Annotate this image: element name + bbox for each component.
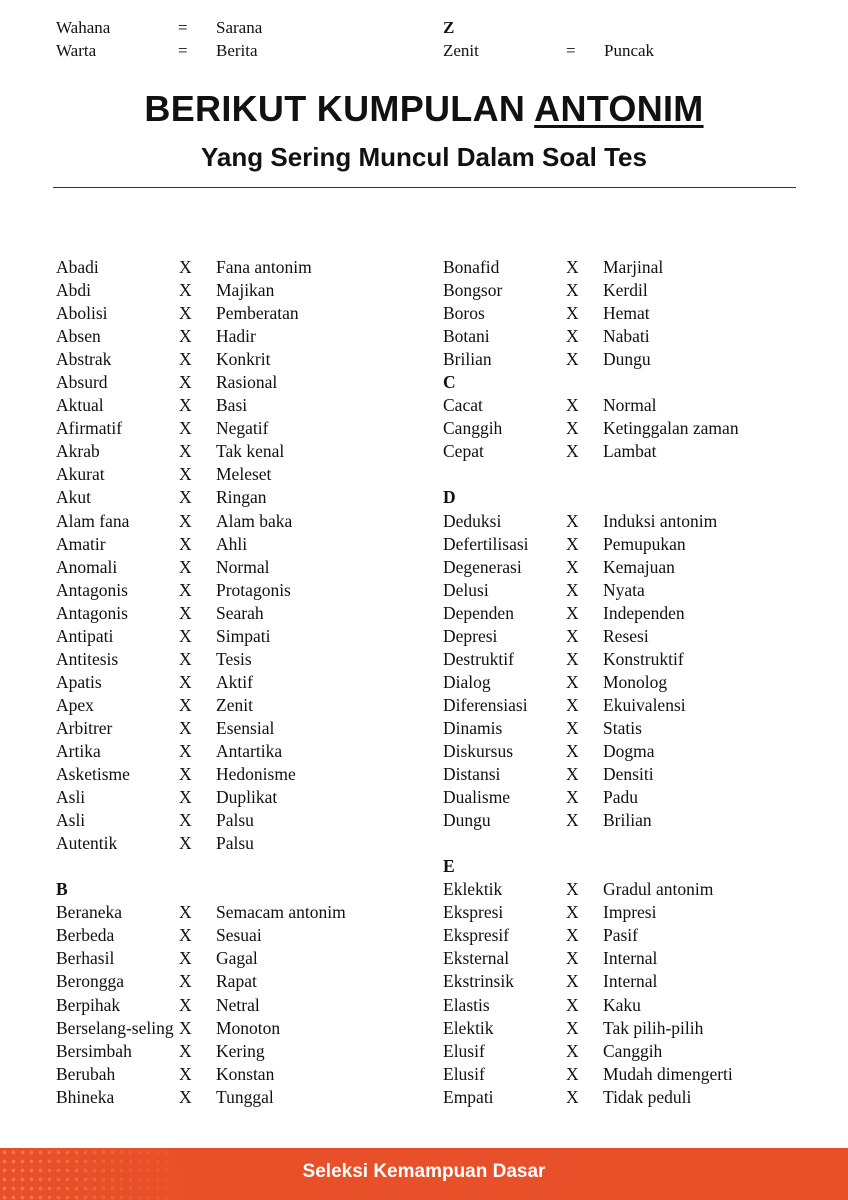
antonym-text: Sesuai — [216, 925, 262, 946]
antonym-text: Hadir — [216, 326, 256, 347]
word-text: Elusif — [443, 1063, 485, 1084]
word-text: Elastis — [443, 994, 490, 1015]
word-text: Autentik — [56, 833, 118, 854]
antonym-text: Pemupukan — [603, 533, 686, 554]
antonym-separator: X — [179, 948, 192, 969]
antonym-text: Semacam antonim — [216, 902, 346, 923]
antonym-separator: X — [566, 925, 579, 946]
word-text: Empati — [443, 1086, 494, 1107]
word-text: Asli — [56, 787, 86, 808]
antonym-separator: X — [179, 787, 192, 808]
antonym-text: Hedonisme — [216, 764, 296, 785]
antonym-text: Fana antonim — [216, 257, 312, 277]
antonym-separator: X — [179, 902, 192, 923]
antonym-separator: X — [566, 902, 579, 923]
word-text: Defertilisasi — [443, 533, 529, 554]
word-text: Abolisi — [56, 303, 108, 324]
antonym-separator: X — [566, 764, 579, 785]
word-text: Apex — [56, 694, 94, 715]
antonym-text: Majikan — [216, 280, 275, 301]
antonym-text: Konkrit — [216, 349, 271, 370]
antonym-separator: X — [179, 810, 192, 831]
antonym-separator: X — [179, 833, 192, 854]
word-text: Cacat — [443, 395, 483, 416]
antonym-separator: X — [566, 303, 579, 324]
antonym-separator: X — [179, 441, 192, 462]
antonym-separator: X — [566, 810, 579, 831]
antonym-separator: X — [179, 717, 192, 738]
antonym-separator: X — [179, 395, 192, 416]
antonym-text: Padu — [603, 787, 638, 808]
antonym-separator: X — [179, 1063, 192, 1084]
section-letter-z: Z — [443, 18, 455, 37]
antonym-separator: X — [566, 1086, 579, 1107]
page-title — [0, 88, 848, 130]
antonym-text: Simpati — [216, 625, 271, 646]
antonym-text: Pasif — [603, 925, 638, 946]
antonym-text: Kering — [216, 1040, 265, 1061]
word-text: Diferensiasi — [443, 694, 528, 715]
top-sep: = — [178, 18, 188, 37]
top-sep: = — [566, 41, 576, 60]
word-text: Asli — [56, 810, 86, 831]
antonym-separator: X — [179, 1086, 192, 1107]
word-text: Bonafid — [443, 257, 500, 277]
top-word: Wahana — [56, 18, 111, 37]
antonym-text: Resesi — [603, 625, 649, 646]
word-text: Afirmatif — [56, 418, 123, 439]
antonym-text: Internal — [603, 948, 658, 969]
top-sep: = — [178, 41, 188, 60]
word-text: Botani — [443, 326, 490, 347]
top-word: Zenit — [443, 41, 479, 60]
antonym-text: Canggih — [603, 1040, 663, 1061]
antonym-separator: X — [566, 879, 579, 900]
antonym-separator: X — [566, 280, 579, 301]
antonym-separator: X — [179, 464, 192, 485]
word-text: Abdi — [56, 280, 91, 301]
antonym-text: Lambat — [603, 441, 657, 462]
antonym-text: Negatif — [216, 418, 269, 439]
word-text: Anomali — [56, 556, 118, 577]
word-text: Dinamis — [443, 717, 503, 738]
antonym-text: Rapat — [216, 971, 257, 992]
antonym-text: Brilian — [603, 810, 652, 831]
word-text: Depresi — [443, 625, 498, 646]
antonym-text: Marjinal — [603, 257, 664, 277]
antonym-text: Konstan — [216, 1063, 275, 1084]
antonym-text: Basi — [216, 395, 248, 416]
word-text: Berongga — [56, 971, 125, 992]
antonym-separator: X — [179, 740, 192, 761]
word-text: Berselang-seling — [56, 1017, 174, 1038]
antonym-text: Tak kenal — [216, 441, 285, 462]
antonym-text: Ekuivalensi — [603, 694, 686, 715]
antonym-text: Palsu — [216, 833, 254, 854]
antonym-text: Duplikat — [216, 787, 278, 808]
word-text: Ekspresi — [443, 902, 504, 923]
antonym-separator: X — [566, 787, 579, 808]
antonym-separator: X — [179, 556, 192, 577]
word-text: Degenerasi — [443, 556, 522, 577]
antonym-text: Netral — [216, 994, 260, 1015]
antonym-text: Induksi antonim — [603, 510, 718, 531]
antonym-text: Nyata — [603, 579, 645, 600]
antonym-text: Antartika — [216, 740, 283, 761]
antonym-separator: X — [179, 602, 192, 623]
word-text: Delusi — [443, 579, 489, 600]
antonym-text: Tunggal — [216, 1086, 274, 1107]
word-text: Diskursus — [443, 740, 514, 761]
word-text: Dungu — [443, 810, 491, 831]
top-word: Warta — [56, 41, 97, 60]
word-text: Boros — [443, 303, 485, 324]
word-text: Antagonis — [56, 579, 128, 600]
antonym-text: Searah — [216, 602, 264, 623]
antonym-text: Monoton — [216, 1017, 281, 1038]
word-text: Ekspresif — [443, 925, 510, 946]
word-text: Bongsor — [443, 280, 503, 301]
antonym-text: Protagonis — [216, 579, 291, 600]
page-subtitle: Yang Sering Muncul Dalam Soal Tes — [201, 142, 647, 172]
antonym-text: Mudah dimengerti — [603, 1063, 733, 1084]
word-text: Berubah — [56, 1063, 116, 1084]
antonym-text: Monolog — [603, 671, 668, 692]
antonym-text: Kerdil — [603, 280, 648, 301]
antonym-text: Esensial — [216, 717, 275, 738]
word-text: Antagonis — [56, 602, 128, 623]
footer-banner — [0, 1148, 848, 1200]
word-text: Abstrak — [56, 349, 112, 370]
antonym-separator: X — [566, 740, 579, 761]
antonym-separator: X — [566, 418, 579, 439]
antonym-separator: X — [179, 694, 192, 715]
section-letter: B — [56, 879, 68, 900]
antonym-text: Gagal — [216, 948, 258, 969]
antonym-text: Palsu — [216, 810, 254, 831]
antonym-text: Dogma — [603, 740, 655, 761]
word-text: Antitesis — [56, 648, 119, 669]
word-text: Elektik — [443, 1017, 494, 1038]
word-text: Amatir — [56, 533, 106, 554]
antonym-text: Nabati — [603, 326, 650, 347]
antonym-separator: X — [179, 326, 192, 347]
word-text: Artika — [56, 740, 101, 761]
word-text: Absen — [56, 326, 101, 347]
top-meaning: Berita — [216, 41, 258, 60]
antonym-separator: X — [566, 510, 579, 531]
word-text: Eksternal — [443, 948, 510, 969]
word-text: Ekstrinsik — [443, 971, 514, 992]
word-text: Arbitrer — [56, 717, 113, 738]
antonym-separator: X — [566, 648, 579, 669]
antonym-text: Rasional — [216, 372, 278, 393]
title-part: BERIKUT KUMPULAN — [144, 88, 535, 129]
word-text: Distansi — [443, 764, 501, 785]
word-text: Alam fana — [56, 510, 130, 531]
word-text: Abadi — [56, 257, 99, 277]
antonym-separator: X — [179, 303, 192, 324]
antonym-text: Normal — [216, 556, 270, 577]
antonym-text: Normal — [603, 395, 657, 416]
word-text: Apatis — [56, 671, 102, 692]
word-text: Bhineka — [56, 1086, 115, 1107]
antonym-separator: X — [179, 257, 192, 277]
antonym-separator: X — [566, 948, 579, 969]
antonym-separator: X — [566, 395, 579, 416]
antonym-separator: X — [566, 257, 579, 277]
word-text: Berbeda — [56, 925, 115, 946]
antonym-separator: X — [566, 326, 579, 347]
word-text: Bersimbah — [56, 1040, 132, 1061]
antonym-separator: X — [566, 349, 579, 370]
word-text: Antipati — [56, 625, 114, 646]
section-letter: C — [443, 372, 456, 393]
antonym-separator: X — [179, 925, 192, 946]
word-text: Eklektik — [443, 879, 503, 900]
antonym-separator: X — [566, 994, 579, 1015]
title-divider — [53, 187, 796, 188]
word-text: Beraneka — [56, 902, 123, 923]
word-text: Destruktif — [443, 648, 514, 669]
antonym-separator: X — [179, 533, 192, 554]
antonym-separator: X — [566, 971, 579, 992]
word-text: Akut — [56, 487, 91, 508]
title-underlined-word: ANTONIM — [534, 88, 704, 129]
word-text: Canggih — [443, 418, 503, 439]
antonym-text: Tidak peduli — [603, 1086, 692, 1107]
antonym-separator: X — [179, 648, 192, 669]
antonym-separator: X — [566, 441, 579, 462]
antonym-text: Impresi — [603, 902, 657, 923]
antonym-text: Gradul antonim — [603, 879, 714, 900]
antonym-separator: X — [566, 1040, 579, 1061]
word-text: Deduksi — [443, 510, 502, 531]
antonym-separator: X — [566, 602, 579, 623]
antonym-separator: X — [566, 579, 579, 600]
antonym-text: Konstruktif — [603, 648, 684, 669]
footer-text: Seleksi Kemampuan Dasar — [302, 1161, 546, 1182]
antonym-separator: X — [566, 533, 579, 554]
antonym-text: Tesis — [216, 648, 252, 669]
antonym-separator: X — [566, 556, 579, 577]
antonym-text: Hemat — [603, 303, 650, 324]
word-text: Cepat — [443, 441, 484, 462]
antonym-separator: X — [179, 372, 192, 393]
word-text: Absurd — [56, 372, 108, 393]
antonym-separator: X — [179, 1040, 192, 1061]
section-letter: D — [443, 487, 456, 508]
antonym-text: Internal — [603, 971, 658, 992]
section-letter: E — [443, 856, 455, 877]
word-text: Dualisme — [443, 787, 511, 808]
word-text: Aktual — [56, 395, 104, 416]
antonym-separator: X — [179, 1017, 192, 1038]
antonym-text: Alam baka — [216, 510, 293, 531]
antonym-text: Pemberatan — [216, 303, 299, 324]
antonym-separator: X — [566, 1017, 579, 1038]
antonym-text: Ketinggalan zaman — [603, 418, 739, 439]
top-meaning: Puncak — [604, 41, 655, 60]
antonym-text: Kaku — [603, 994, 641, 1015]
word-text: Dependen — [443, 602, 514, 623]
antonym-separator: X — [179, 510, 192, 531]
antonym-text: Ringan — [216, 487, 267, 508]
antonym-separator: X — [566, 717, 579, 738]
word-text: Dialog — [443, 671, 491, 692]
antonym-separator: X — [179, 625, 192, 646]
antonym-separator: X — [179, 764, 192, 785]
word-text: Berpihak — [56, 994, 121, 1015]
antonym-separator: X — [179, 349, 192, 370]
antonym-separator: X — [179, 418, 192, 439]
word-text: Akurat — [56, 464, 105, 485]
antonym-separator: X — [179, 994, 192, 1015]
word-text: Asketisme — [56, 764, 130, 785]
antonym-separator: X — [566, 671, 579, 692]
antonym-text: Independen — [603, 602, 685, 623]
antonym-text: Zenit — [216, 694, 253, 715]
word-text: Elusif — [443, 1040, 485, 1061]
antonym-text: Statis — [603, 717, 642, 738]
antonym-text: Kemajuan — [603, 556, 675, 577]
antonym-text: Aktif — [216, 671, 253, 692]
antonym-separator: X — [179, 487, 192, 508]
word-text: Brilian — [443, 349, 492, 370]
antonym-separator: X — [566, 694, 579, 715]
antonym-text: Ahli — [216, 533, 248, 554]
word-text: Berhasil — [56, 948, 115, 969]
antonym-separator: X — [566, 625, 579, 646]
antonym-separator: X — [179, 671, 192, 692]
antonym-separator: X — [179, 280, 192, 301]
antonym-separator: X — [179, 579, 192, 600]
antonym-text: Dungu — [603, 349, 651, 370]
top-meaning: Sarana — [216, 18, 263, 37]
antonym-text: Meleset — [216, 464, 272, 485]
word-text: Akrab — [56, 441, 100, 462]
antonym-separator: X — [179, 971, 192, 992]
antonym-separator: X — [566, 1063, 579, 1084]
antonym-text: Densiti — [603, 764, 654, 785]
antonym-text: Tak pilih-pilih — [603, 1017, 704, 1038]
